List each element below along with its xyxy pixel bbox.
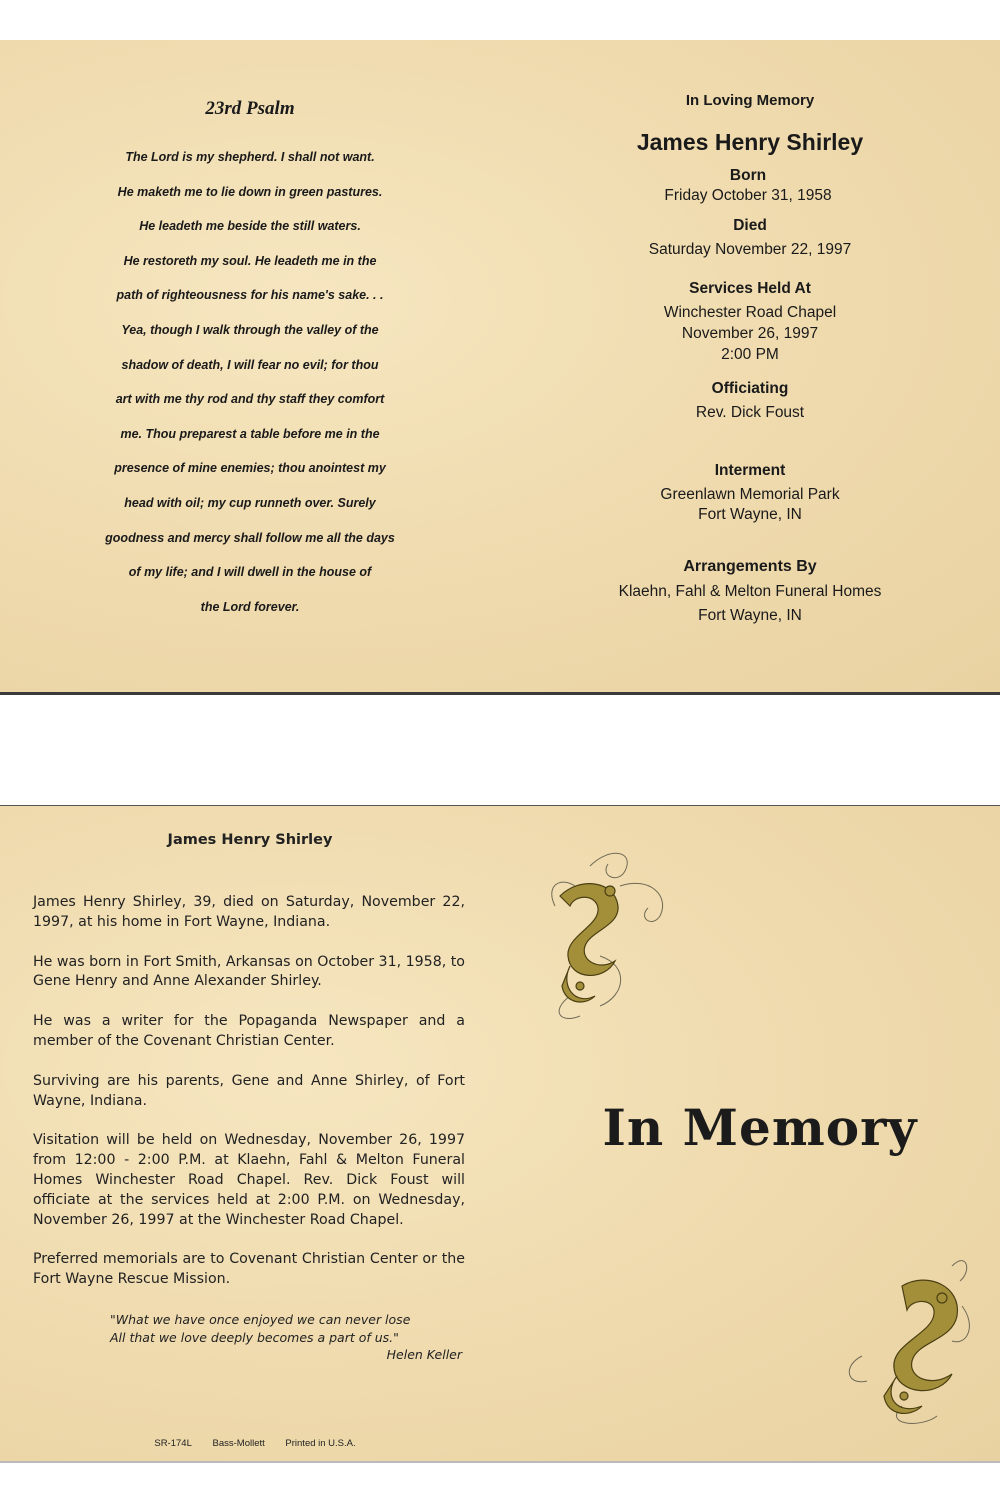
born-date: Friday October 31, 1958 (664, 187, 832, 204)
obituary-title: James Henry Shirley (167, 832, 333, 848)
memorial-quote (110, 1311, 462, 1364)
psalm-line: He leadeth me beside the still waters. (139, 219, 361, 234)
interment-city: Fort Wayne, IN (698, 506, 802, 523)
obituary-paragraph: James Henry Shirley, 39, died on Saturday, November 22, 1997, at his home in Fort Wayne, Indiana. (33, 894, 465, 930)
printer-footer (0, 1438, 510, 1449)
interment-label: Interment (714, 462, 786, 479)
obituary-paragraph: He was a writer for the Popaganda Newspaper and a member of the Covenant Christian Center. (33, 1013, 465, 1049)
psalm-line: art with me thy rod and thy staff they comfort (115, 392, 385, 407)
footer-origin: Printed in U.S.A. (285, 1438, 356, 1449)
born-label: Born (729, 167, 767, 184)
quote-line: All that we love deeply becomes a part of us." (110, 1329, 399, 1345)
footer-code: SR-174L (154, 1438, 192, 1449)
obituary-paragraph: Preferred memorials are to Covenant Christian Center or the Fort Wayne Rescue Mission. (33, 1251, 465, 1288)
psalm-line: the Lord forever. (200, 599, 300, 614)
psalm-line: He maketh me to lie down in green pastures. (117, 184, 383, 199)
psalm-line: He restoreth my soul. He leadeth me in the (123, 253, 377, 268)
flourish-icon (540, 846, 675, 1026)
psalm-line: path of righteousness for his name's sake. . . (116, 288, 384, 303)
psalm-line: The Lord is my shepherd. I shall not want. (125, 150, 375, 164)
psalm-line: Yea, though I walk through the valley of the (121, 322, 379, 337)
program-inside-sheet (0, 40, 1000, 695)
obituary-paragraph: Surviving are his parents, Gene and Anne Shirley, of Fort Wayne, Indiana. (33, 1072, 465, 1109)
services-date: November 26, 1997 (681, 325, 819, 342)
psalm-line: presence of mine enemies; thou anointest my (114, 461, 386, 476)
psalm-line: goodness and mercy shall follow me all the days (105, 530, 395, 545)
died-label: Died (733, 217, 767, 234)
obituary-paragraph: He was born in Fort Smith, Arkansas on October 31, 1958, to Gene Henry and Anne Alexander Shirley. (33, 953, 465, 990)
quote-author: Helen Keller (386, 1347, 462, 1362)
psalm-text (0, 148, 500, 632)
died-date: Saturday November 22, 1997 (648, 241, 852, 258)
program-outside-sheet (0, 805, 1000, 1463)
psalm-line: me. Thou preparest a table before me in the (120, 426, 380, 441)
services-place: Winchester Road Chapel (663, 304, 837, 321)
officiating-label: Officiating (711, 380, 789, 397)
cover-title: In Memory (602, 1098, 918, 1157)
obituary-text (33, 893, 465, 1310)
obituary-paragraph: Visitation will be held on Wednesday, November 26, 1997 from 12:00 - 2:00 P.M. at Klaehn, Fahl & Melton Funeral Homes Winchester Road Chapel. Rev. Dick Foust will officiate at the services held at 2:00 P.M. on Wednesday, November 26, 1997 at the Winchester Road Chapel. (33, 1132, 465, 1228)
arrangements-label: Arrangements By (683, 558, 817, 575)
footer-printer: Bass-Mollett (212, 1438, 265, 1449)
arrangements-name: Klaehn, Fahl & Melton Funeral Homes (618, 583, 882, 600)
interment-place: Greenlawn Memorial Park (660, 486, 840, 503)
memorial-heading: In Loving Memory (685, 92, 815, 109)
psalm-line: head with oil; my cup runneth over. Surely (124, 495, 376, 510)
officiating-name: Rev. Dick Foust (695, 404, 805, 421)
quote-line: "What we have once enjoyed we can never lose (110, 1312, 411, 1327)
flourish-icon (842, 1246, 977, 1431)
deceased-name: James Henry Shirley (636, 129, 864, 155)
psalm-title: 23rd Psalm (205, 98, 295, 119)
services-label: Services Held At (689, 280, 811, 297)
psalm-line: of my life; and I will dwell in the house of (128, 565, 372, 580)
psalm-line: shadow of death, I will fear no evil; for thou (121, 357, 379, 372)
arrangements-city: Fort Wayne, IN (698, 607, 802, 624)
services-time: 2:00 PM (721, 346, 779, 363)
